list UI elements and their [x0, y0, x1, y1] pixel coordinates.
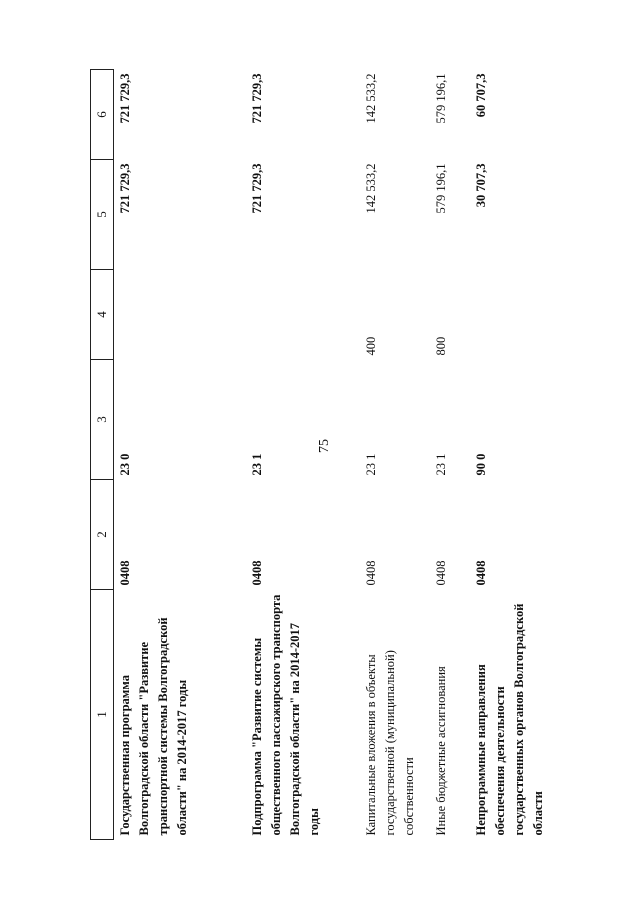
table-row	[246, 70, 360, 840]
row-amount-1: 721 729,3	[118, 163, 132, 214]
table-row	[470, 70, 548, 840]
row-type: 400	[364, 336, 378, 356]
header-col-2: 2	[91, 480, 114, 590]
row-section: 0408	[434, 560, 448, 586]
row-amount-2: 721 729,3	[118, 73, 132, 124]
row-amount-2: 60 707,3	[474, 73, 488, 118]
row-section: 0408	[364, 560, 378, 586]
row-target: 90 0	[474, 453, 488, 476]
row-target: 23 0	[118, 453, 132, 476]
header-col-6: 6	[91, 70, 114, 160]
row-section: 0408	[474, 560, 488, 586]
row-amount-1: 721 729,3	[250, 163, 264, 214]
row-amount-2: 721 729,3	[250, 73, 264, 124]
row-name: Непрограммные направления обеспечения деятельности государственных органов Волгоградской области	[474, 603, 545, 836]
row-amount-1: 142 533,2	[364, 163, 378, 214]
row-section: 0408	[118, 560, 132, 586]
page-number: 75	[317, 439, 332, 453]
table-header	[91, 70, 114, 840]
row-target: 23 1	[250, 453, 264, 476]
table-row	[114, 70, 247, 840]
row-name: Иные бюджетные ассигнования	[434, 666, 448, 836]
row-type	[246, 270, 360, 360]
header-col-4: 4	[91, 270, 114, 360]
header-col-1: 1	[91, 590, 114, 840]
row-name: Государственная программа Волгоградской области "Развитие транспортной системы Волгоградской области" на 2014-2017 годы	[118, 617, 189, 836]
row-amount-1: 579 196,1	[434, 163, 448, 214]
row-target: 23 1	[434, 453, 448, 476]
header-col-3: 3	[91, 360, 114, 480]
table-row	[360, 70, 430, 840]
row-name: Подпрограмма "Развитие системы общественного пассажирского транспорта Волгоградской области" на 2014-2017 годы	[250, 594, 321, 836]
rotated-table-container	[90, 70, 545, 840]
row-type: 800	[434, 336, 448, 356]
budget-table	[90, 69, 548, 840]
row-section: 0408	[250, 560, 264, 586]
table-row	[430, 70, 470, 840]
row-name: Капитальные вложения в объекты государственной (муниципальной) собственности	[364, 650, 416, 836]
row-type	[470, 270, 548, 360]
row-type	[114, 270, 247, 360]
header-col-5: 5	[91, 160, 114, 270]
row-amount-2: 579 196,1	[434, 73, 448, 124]
row-amount-1: 30 707,3	[474, 163, 488, 208]
row-target: 23 1	[364, 453, 378, 476]
row-amount-2: 142 533,2	[364, 73, 378, 124]
